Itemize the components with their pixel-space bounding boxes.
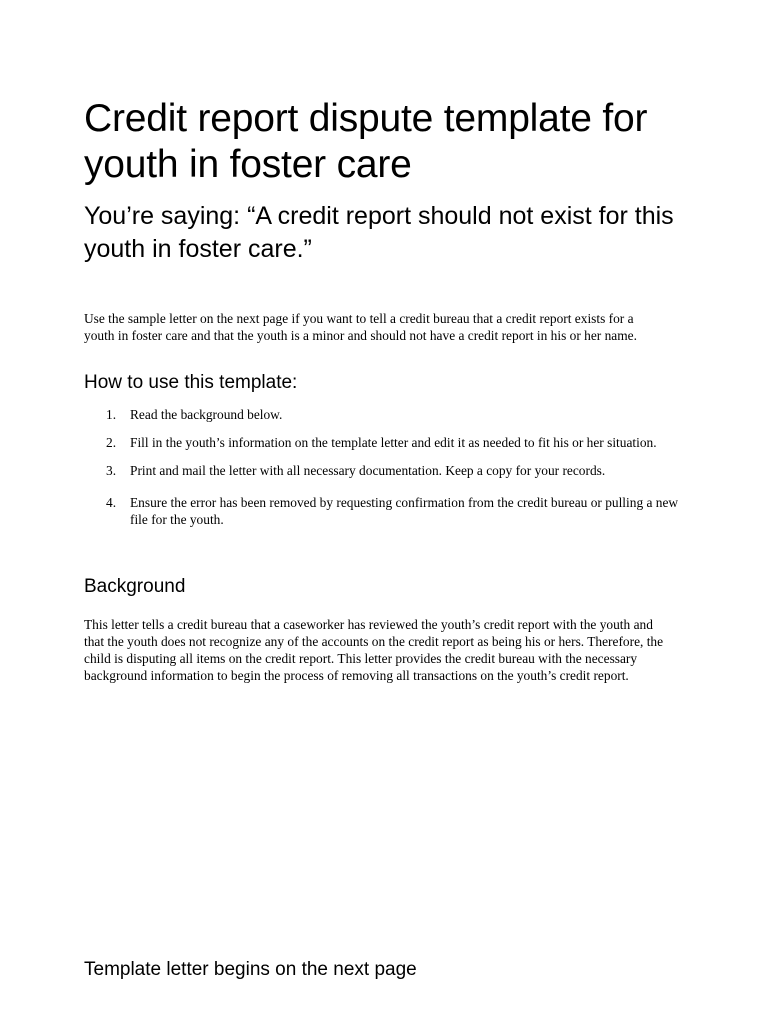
list-item [84, 462, 684, 479]
list-item [84, 494, 684, 528]
background-paragraph: This letter tells a credit bureau that a caseworker has reviewed the youth’s credit report with the youth and that the youth does not recognize any of the accounts on the credit report as being his or hers. Therefore, the child is disputing all items on the credit report. This letter provides the credit bureau with the necessary background information to begin the process of removing all transactions on the youth’s credit report. [84, 617, 664, 683]
background-heading: Background [84, 576, 186, 597]
page-subtitle: You’re saying: “A credit report should not exist for this youth in foster care.” [84, 202, 674, 263]
step-number: 1. [106, 407, 117, 422]
how-to-heading: How to use this template: [84, 372, 298, 393]
list-item [84, 434, 684, 451]
step-text: Fill in the youth’s information on the template letter and edit it as needed to fit his or her situation. [130, 435, 657, 450]
intro-paragraph: Use the sample letter on the next page if you want to tell a credit bureau that a credit report exists for a youth in foster care and that the youth is a minor and should not have a credit report in his or her name. [84, 311, 637, 343]
step-number: 3. [106, 463, 117, 478]
steps-list [84, 406, 684, 528]
page-title: Credit report dispute template for youth in foster care [84, 97, 648, 186]
list-item [84, 406, 684, 423]
step-number: 2. [106, 435, 117, 450]
step-text: Read the background below. [130, 407, 283, 422]
step-text: Ensure the error has been removed by requesting confirmation from the credit bureau or pulling a new file for the youth. [130, 495, 679, 527]
step-text: Print and mail the letter with all necessary documentation. Keep a copy for your records. [130, 463, 606, 478]
next-page-note: Template letter begins on the next page [84, 959, 417, 980]
step-number: 4. [106, 495, 117, 510]
